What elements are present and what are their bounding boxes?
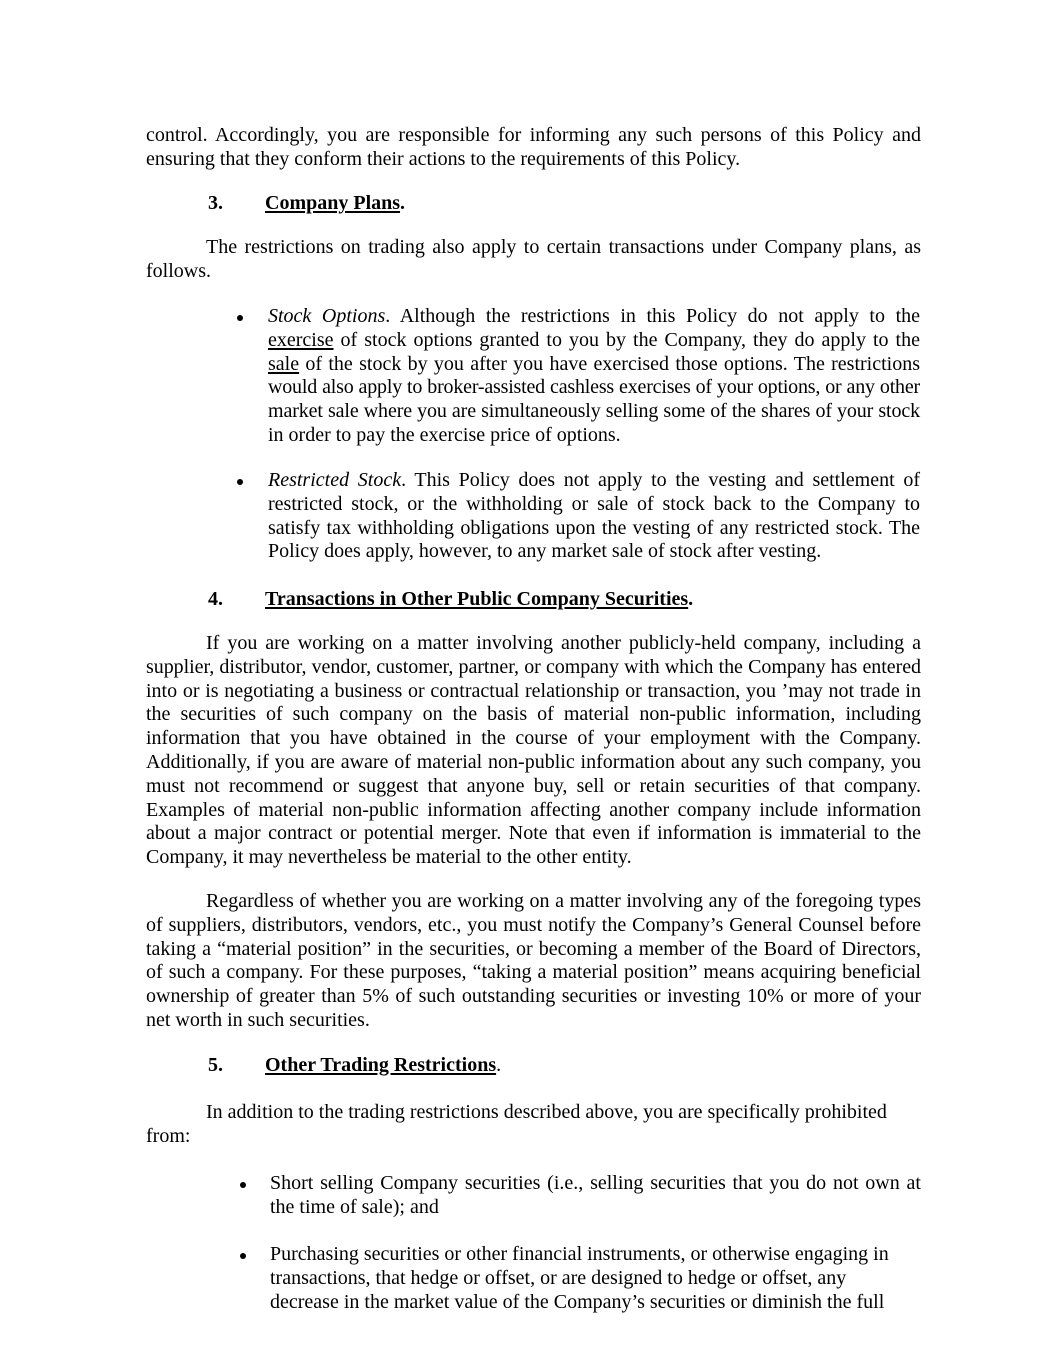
section-title: Transactions in Other Public Company Securities	[265, 588, 689, 610]
paragraph-line: into or is negotiating a business or contractual relationship or transaction, you ’may not trade in	[146, 679, 921, 702]
section-number: 4.	[208, 588, 223, 610]
bullet-icon	[237, 479, 243, 485]
line-text: of the stock by you after you have exercised those options. The restrictions	[299, 352, 920, 375]
paragraph-line: information that you have obtained in the course of your employment with the Company.	[146, 727, 921, 750]
paragraph-line: of such a company. For these purposes, “taking a material position” means acquiring beneficial	[146, 961, 921, 984]
paragraph-other-company-matters	[146, 632, 921, 870]
section-number: 5.	[208, 1054, 223, 1076]
paragraph-line: in order to pay the exercise price of options.	[268, 423, 621, 446]
paragraph-line: market sale where you are simultaneously selling some of the shares of your stock	[268, 400, 920, 423]
bullet-item-restricted-stock	[268, 469, 920, 564]
paragraph-line: Examples of material non-public information affecting another company include information	[146, 798, 921, 821]
paragraph-line: control. Accordingly, you are responsible for informing any such persons of this Policy and	[146, 124, 921, 146]
paragraph-line	[268, 353, 920, 377]
section-heading-company-plans	[208, 192, 405, 216]
section-number: 3.	[208, 192, 223, 214]
underlined-word-exercise: exercise	[268, 328, 334, 351]
underlined-word-sale: sale	[268, 352, 300, 375]
paragraph-line	[268, 305, 920, 329]
paragraph-line: would also apply to broker-assisted cashless exercises of your options, or any other	[268, 376, 920, 399]
paragraph-line: must not recommend or suggest that anyone buy, sell or retain securities of that company.	[146, 774, 921, 797]
paragraph-line: Purchasing securities or other financial instruments, or otherwise engaging in	[270, 1243, 889, 1265]
paragraph-line: ensuring that they conform their actions to the requirements of this Policy.	[146, 147, 741, 170]
paragraph-line: the time of sale); and	[270, 1195, 439, 1218]
bullet-item-hedging	[270, 1243, 921, 1314]
paragraph-line: Additionally, if you are aware of material non-public information about any such company, you	[146, 750, 921, 773]
paragraph-line: Company, it may nevertheless be material to the other entity.	[146, 846, 632, 869]
paragraph-prohibited-intro	[146, 1101, 921, 1149]
section-title: Company Plans	[265, 192, 401, 214]
paragraph-line: of suppliers, distributors, vendors, etc., you must notify the Company’s General Counsel before	[146, 913, 921, 936]
bullet-item-short-selling	[270, 1172, 921, 1220]
paragraph-line: Short selling Company securities (i.e., selling securities that you do not own at	[270, 1172, 921, 1194]
paragraph-line: supplier, distributor, vendor, customer, partner, or company with which the Company has entered	[146, 655, 921, 678]
section-title-period: .	[496, 1054, 502, 1076]
paragraph-line: decrease in the market value of the Company’s securities or diminish the full	[270, 1290, 885, 1313]
line-text: . Although the restrictions in this Policy do not apply to the	[385, 305, 920, 327]
bullet-icon	[240, 1253, 246, 1259]
paragraph-line: about a major contract or potential merger. Note that even if information is immaterial to the	[146, 822, 921, 845]
section-title-period: .	[400, 192, 406, 214]
section-heading-other-trading-restrictions	[208, 1054, 501, 1078]
paragraph-line: the securities of such company on the basis of material non-public information, including	[146, 703, 921, 726]
section-heading-other-public-company-securities	[208, 588, 693, 612]
bullet-icon	[240, 1182, 246, 1188]
term-restricted-stock: Restricted Stock	[268, 469, 402, 491]
section-title-period: .	[688, 588, 694, 610]
paragraph-company-plans-intro	[146, 236, 921, 284]
paragraph-line: Policy does apply, however, to any market sale of stock after vesting.	[268, 540, 822, 563]
term-stock-options: Stock Options	[268, 305, 386, 327]
paragraph-line: net worth in such securities.	[146, 1008, 370, 1031]
section-title: Other Trading Restrictions	[265, 1054, 497, 1076]
paragraph-line: ownership of greater than 5% of such outstanding securities or investing 10% or more of your	[146, 985, 921, 1008]
bullet-item-stock-options	[268, 305, 920, 448]
line-text: of stock options granted to you by the Company, they do apply to the	[333, 328, 920, 351]
paragraph-line: The restrictions on trading also apply to certain transactions under Company plans, as	[206, 236, 921, 258]
paragraph-line	[268, 469, 920, 493]
paragraph-line: In addition to the trading restrictions described above, you are specifically prohibited	[206, 1101, 887, 1123]
paragraph-line: restricted stock, or the withholding or sale of stock back to the Company to	[268, 492, 920, 515]
paragraph-line: satisfy tax withholding obligations upon the vesting of any restricted stock. The	[268, 516, 920, 539]
paragraph-line	[268, 329, 920, 353]
paragraph-line: taking a “material position” in the securities, or becoming a member of the Board of Directors,	[146, 937, 921, 960]
bullet-icon	[237, 315, 243, 321]
paragraph-line: If you are working on a matter involving another publicly-held company, including a	[206, 632, 921, 654]
paragraph-material-position	[146, 890, 921, 1033]
line-text: . This Policy does not apply to the vesting and settlement of	[401, 469, 920, 491]
paragraph-line: transactions, that hedge or offset, or are designed to hedge or offset, any	[270, 1266, 847, 1289]
paragraph-line: Regardless of whether you are working on a matter involving any of the foregoing types	[206, 890, 921, 912]
paragraph-line: follows.	[146, 259, 211, 282]
paragraph-intro-continuation	[146, 124, 921, 172]
paragraph-line: from:	[146, 1124, 191, 1147]
